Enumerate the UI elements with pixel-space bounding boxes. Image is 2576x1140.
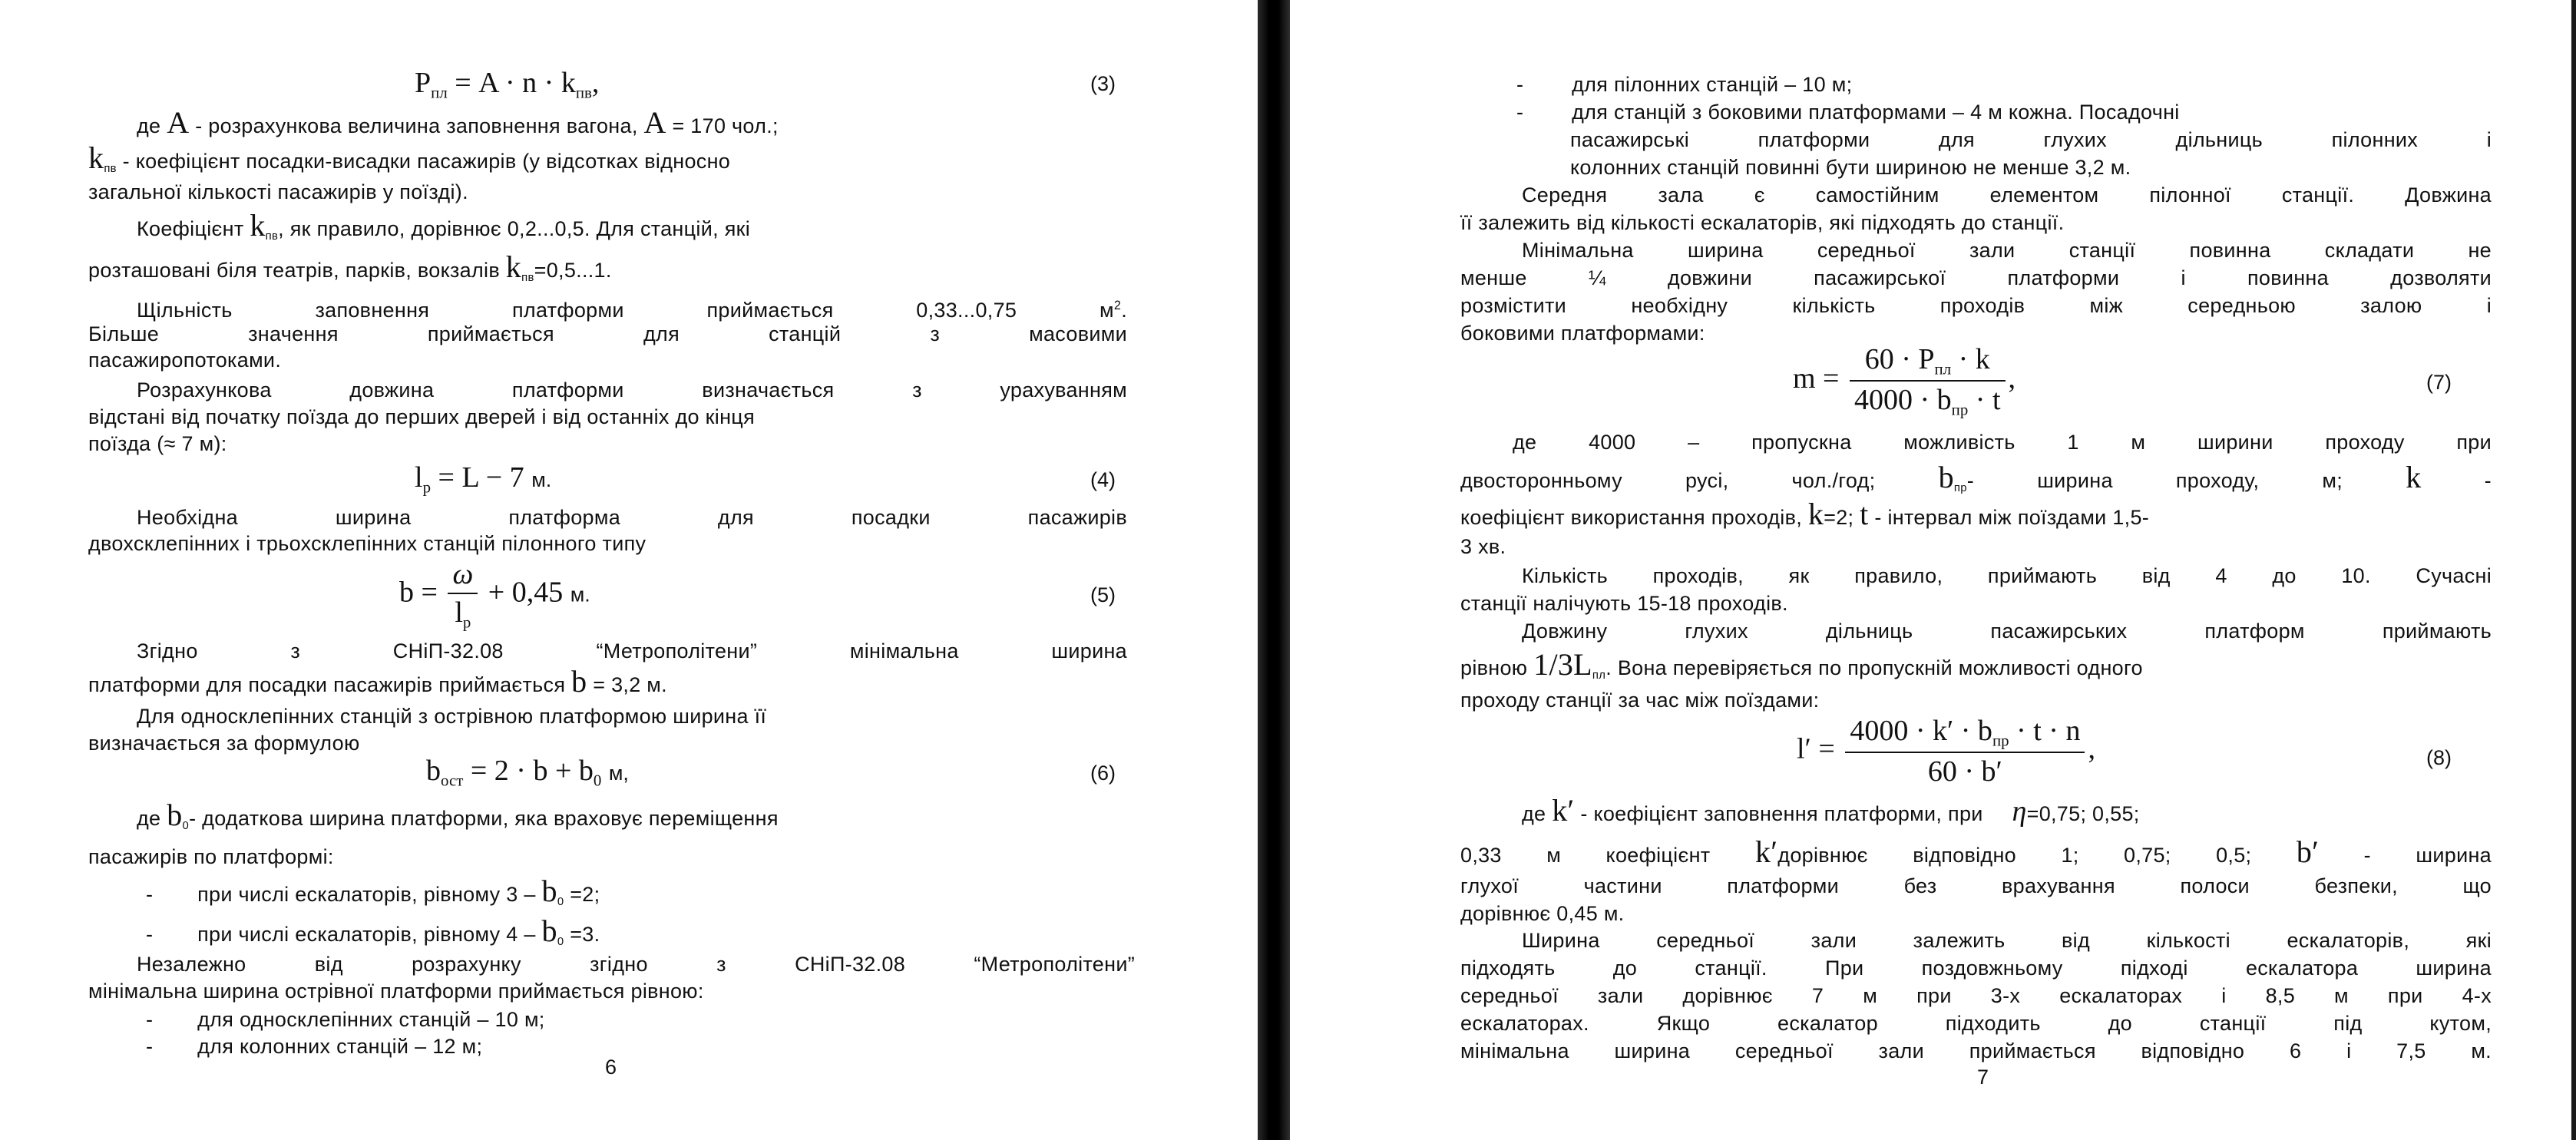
formula-8 — [1797, 714, 2095, 788]
formula-5-fraction — [448, 557, 478, 632]
formula-7 — [1793, 342, 2015, 420]
formula-3-rhs-sub: пв — [575, 83, 592, 102]
text: - коефіцієнт заповнення платформи, при — [1580, 802, 1983, 825]
symbol-group — [1938, 460, 2343, 495]
list-item — [1516, 98, 2180, 126]
list-item — [146, 874, 600, 916]
text: - додаткова ширина платформи, яка враховує переміщення — [189, 807, 779, 830]
paragraph-line: середньої зали дорівнює 7 м при 3-х ескалаторах і 8,5 м при 4-х — [1460, 984, 2492, 1007]
paragraph-line: пасажиропотоками. — [88, 349, 282, 372]
symbol-sub: пл — [1592, 669, 1606, 682]
fraction-numerator: ω — [448, 557, 478, 594]
list-item — [1516, 71, 1852, 98]
text: =2; — [1824, 506, 1854, 529]
symbol-k: k — [1807, 497, 1824, 531]
paragraph-line: Кількість проходів, як правило, приймають від 4 до 10. Сучасні — [1522, 564, 2492, 587]
text: - інтервал між поїздами 1,5- — [1874, 506, 2150, 529]
text: вагона, — [566, 114, 638, 137]
symbol-b: b — [1938, 460, 1954, 494]
numerator-tail: · k — [1958, 343, 1990, 375]
formula-3-tail: , — [591, 67, 600, 99]
text: . Вона перевіряється по пропускній можливості одного — [1605, 656, 2143, 679]
numerator-sub: пл — [1934, 359, 1952, 378]
formula-7-lhs: m = — [1793, 362, 1840, 395]
list-item — [146, 1033, 482, 1060]
symbol-k: k — [505, 249, 522, 284]
text: 0,33 м коефіцієнт — [1460, 844, 1711, 867]
formula-4-lhs: l — [415, 461, 423, 494]
formula-6 — [426, 754, 629, 790]
paragraph-line: боковими платформами: — [1460, 322, 1705, 345]
text: для пілонних станцій – 10 м; — [1572, 73, 1853, 96]
symbol-b: b — [571, 664, 587, 699]
paragraph-line — [137, 292, 1127, 324]
symbol-sub: пв — [521, 272, 534, 285]
fraction-denominator — [1850, 382, 2006, 419]
symbol-k: k — [88, 140, 104, 175]
fraction-numerator — [1845, 714, 2085, 753]
paragraph-line — [1522, 793, 2140, 828]
paragraph-line — [137, 798, 779, 840]
symbol-sub: 0 — [182, 820, 190, 833]
equation-number-6: (6) — [1090, 762, 1116, 785]
formula-4 — [415, 461, 551, 497]
text: =3. — [570, 923, 600, 946]
bullet-dash: - — [1516, 101, 1524, 124]
text: , як правило, дорівнює 0,2...0,5. Для станцій, які — [278, 217, 751, 240]
symbol-sub: пр — [1953, 482, 1967, 495]
text: = 170 чол.; — [672, 114, 779, 137]
equation-number-4: (4) — [1090, 468, 1116, 491]
paragraph-line — [88, 249, 612, 292]
paragraph-line: колонних станцій повинні бути шириною не менше 3,2 м. — [1570, 156, 2131, 179]
paragraph-line — [137, 105, 779, 140]
list-item — [146, 1006, 545, 1033]
formula-6-rhs: = 2 · b + b — [470, 755, 594, 787]
text: - розрахункова величина заповнення — [195, 114, 561, 137]
formula-8-fraction — [1845, 714, 2085, 788]
fraction-denominator: 60 · b′ — [1927, 755, 2002, 788]
symbol-k-prime: k′ — [1552, 793, 1575, 828]
text: для колонних станцій – 12 м; — [197, 1035, 483, 1058]
text: для станцій з боковими платформами – 4 м кожна. Посадочні — [1572, 101, 2180, 124]
denominator-text: l — [455, 596, 463, 629]
symbol-b: b — [167, 798, 183, 832]
page-number: 6 — [605, 1056, 617, 1079]
denominator-sub: пр — [1951, 400, 1969, 419]
superscript: 2 — [1113, 299, 1122, 312]
paragraph-line: Необхідна ширина платформа для посадки пасажирів — [137, 506, 1127, 529]
paragraph-line: пасажирів по платформі: — [88, 845, 334, 868]
book-spine-shadow — [1258, 0, 1290, 1140]
denominator-sub: p — [462, 613, 471, 632]
paragraph-line: двохсклепінних і трьохсклепінних станцій пілонного типу — [88, 532, 646, 555]
paragraph-line: відстані від початку поїзда до перших дверей і від останніх до кінця — [88, 405, 755, 428]
symbol-sub: 0 — [557, 896, 564, 909]
unit-text: м — [1100, 299, 1114, 322]
paragraph-line: проходу станції за час між поїздами: — [1460, 689, 1820, 712]
text: =0,75; 0,55; — [2026, 802, 2140, 825]
formula-6-rhs-sub: 0 — [593, 771, 602, 790]
paragraph-line: менше ¼ довжини пасажирської платформи і повинна дозволяти — [1460, 266, 2492, 289]
text: Коефіцієнт — [137, 217, 244, 240]
numerator-tail: · t · n — [2016, 715, 2081, 747]
paragraph-line: поїзда (≈ 7 м): — [88, 432, 227, 455]
numerator-text: 4000 · k′ · b — [1850, 715, 1992, 747]
symbol-eta: η — [2012, 795, 2027, 828]
formula-6-unit: м, — [608, 762, 629, 785]
text: де — [137, 114, 161, 137]
symbol-b-prime: b′ — [2296, 834, 2320, 869]
numerator-text: 60 · P — [1864, 343, 1935, 375]
paragraph-line: Згідно з СНіП-32.08 “Метрополітени” мінімальна ширина — [137, 639, 1127, 663]
bullet-dash: - — [146, 883, 154, 906]
text: розташовані біля театрів, парків, вокзалів — [88, 259, 500, 282]
symbol-t: t — [1860, 497, 1869, 531]
text: платформи для посадки пасажирів приймається — [88, 673, 566, 696]
fraction-denominator — [448, 594, 478, 632]
formula-3-lhs: P — [415, 67, 432, 99]
paragraph-line: де 4000 – пропускна можливість 1 м ширини проходу при — [1513, 431, 2492, 454]
paragraph-line: Більше значення приймається для станцій з масовими — [88, 322, 1127, 345]
formula-6-lhs: b — [426, 755, 441, 787]
paragraph-line — [88, 140, 731, 183]
formula-4-lhs-sub: p — [422, 477, 432, 497]
paragraph-line: розмістити необхідну кількість проходів між середньою залою і — [1460, 294, 2492, 317]
text: = 3,2 м. — [593, 673, 667, 696]
symbol-k: k — [250, 208, 266, 243]
paragraph-line: Розрахункова довжина платформи визначається з урахуванням — [137, 378, 1127, 401]
paragraph-line: підходять до станції. При поздовжньому підході ескалатора ширина — [1460, 957, 2492, 980]
text: рівною — [1460, 656, 1528, 679]
equation-number-8: (8) — [2426, 746, 2452, 769]
fraction-numerator — [1850, 342, 2006, 382]
paragraph-line: Довжину глухих дільниць пасажирських платформ приймають — [1522, 620, 2492, 643]
symbol-b: b — [541, 914, 557, 948]
symbol-k-prime: k′ — [1754, 834, 1778, 869]
paragraph-line: Мінімальна ширина середньої зали станції повинна складати не — [1522, 239, 2492, 262]
paragraph-line — [88, 664, 667, 699]
numerator-sub: пр — [1992, 731, 2009, 750]
formula-3-rhs: = A · n · k — [455, 67, 576, 99]
symbol-sub: пв — [104, 163, 117, 176]
paragraph-line: дорівнює 0,45 м. — [1460, 902, 1625, 925]
paragraph-line: Ширина середньої зали залежить від кількості ескалаторів, які — [1522, 929, 2492, 952]
formula-4-unit: м. — [531, 468, 552, 491]
paragraph-line: мінімальна ширина середньої зали приймається відповідно 6 і 7,5 м. — [1460, 1039, 2492, 1062]
denominator-text: 4000 · b — [1854, 384, 1952, 417]
bullet-dash: - — [146, 1008, 154, 1031]
paragraph-line — [137, 208, 751, 250]
text: де — [137, 807, 161, 830]
paragraph-line: глухої частини платформи без врахування полоси безпеки, що — [1460, 874, 2492, 897]
formula-3 — [415, 66, 599, 102]
text: - ширина — [2363, 844, 2492, 867]
paragraph-line: 3 хв. — [1460, 535, 1506, 558]
text: двосторонньому русі, чол./год; — [1460, 469, 1876, 492]
formula-5-rhs: + 0,45 — [488, 576, 564, 609]
bullet-dash: - — [1516, 73, 1524, 96]
text: =2; — [570, 883, 600, 906]
paragraph-line — [1460, 834, 2492, 869]
symbol-group — [1754, 834, 2252, 869]
left-page — [0, 0, 1259, 1140]
paragraph-line: її залежить від кількості ескалаторів, які підходять до станції. — [1460, 211, 2065, 234]
formula-8-lhs: l′ = — [1797, 732, 1835, 765]
equation-number-7: (7) — [2426, 371, 2452, 394]
symbol-A: A — [167, 105, 190, 140]
symbol-k: k — [2406, 460, 2422, 494]
page-edge-shadow — [2571, 0, 2576, 1140]
paragraph-line: Для односклепінних станцій з острівною платформою ширина її — [137, 705, 767, 728]
symbol-third-l: 1/3L — [1533, 647, 1592, 682]
text: - коефіцієнт посадки-висадки пасажирів (у відсотках відносно — [122, 150, 731, 173]
paragraph-line — [1460, 647, 2143, 689]
formula-7-fraction — [1850, 342, 2006, 420]
formula-5-unit: м. — [570, 583, 590, 606]
symbol-sub: 0 — [557, 936, 564, 949]
paragraph-line: пасажирські платформи для глухих дільниць пілонних і — [1570, 128, 2492, 151]
symbol-b: b — [541, 874, 557, 908]
page-number: 7 — [1977, 1066, 1989, 1089]
formula-4-rhs: = L − 7 — [438, 461, 524, 494]
equation-number-5: (5) — [1090, 583, 1116, 606]
symbol-sub: пв — [265, 230, 279, 243]
text: де — [1522, 802, 1546, 825]
formula-7-tail: , — [2008, 362, 2016, 395]
text: - ширина проходу, м; — [1966, 469, 2343, 492]
paragraph-line — [1460, 497, 2150, 531]
formula-5 — [399, 557, 590, 632]
formula-5-lhs: b = — [399, 576, 438, 609]
text: дорівнює відповідно 1; 0,75; 0,5; — [1777, 844, 2252, 867]
right-page — [1290, 0, 2576, 1140]
paragraph-line — [1460, 460, 2492, 502]
paragraph-line: ескалаторах. Якщо ескалатор підходить до станції під кутом, — [1460, 1012, 2492, 1035]
text: =0,5...1. — [534, 259, 612, 282]
text: коефіцієнт використання проходів, — [1460, 506, 1803, 529]
symbol-A: A — [643, 105, 666, 140]
paragraph-line: мінімальна ширина острівної платформи приймається рівною: — [88, 980, 704, 1003]
formula-8-tail: , — [2088, 732, 2095, 765]
text: для односклепінних станцій – 10 м; — [197, 1008, 545, 1031]
bullet-dash: - — [146, 1035, 154, 1058]
paragraph-line: Незалежно від розрахунку згідно з СНіП-32.08 “Метрополітени” — [137, 953, 1135, 976]
text: при числі ескалаторів, рівному 4 – — [197, 923, 536, 946]
paragraph-line: Середня зала є самостійним елементом пілонної станції. Довжина — [1522, 183, 2492, 207]
paragraph-line: станції налічують 15-18 проходів. — [1460, 592, 1788, 615]
equation-number-3: (3) — [1090, 72, 1116, 95]
bullet-dash: - — [146, 923, 154, 946]
paragraph-line: визначається за формулою — [88, 732, 360, 755]
paragraph-line: загальної кількості пасажирів у поїзді). — [88, 180, 468, 203]
formula-6-lhs-sub: ост — [441, 771, 464, 790]
text: - — [2484, 469, 2492, 492]
text: при числі ескалаторів, рівному 3 – — [197, 883, 536, 906]
text: Щільність заповнення платформи приймається 0,33...0,75 — [137, 299, 1017, 322]
unit — [1100, 299, 1127, 322]
denominator-tail: · t — [1975, 384, 2001, 417]
formula-3-lhs-sub: пл — [431, 83, 448, 102]
text: . — [1121, 299, 1127, 322]
